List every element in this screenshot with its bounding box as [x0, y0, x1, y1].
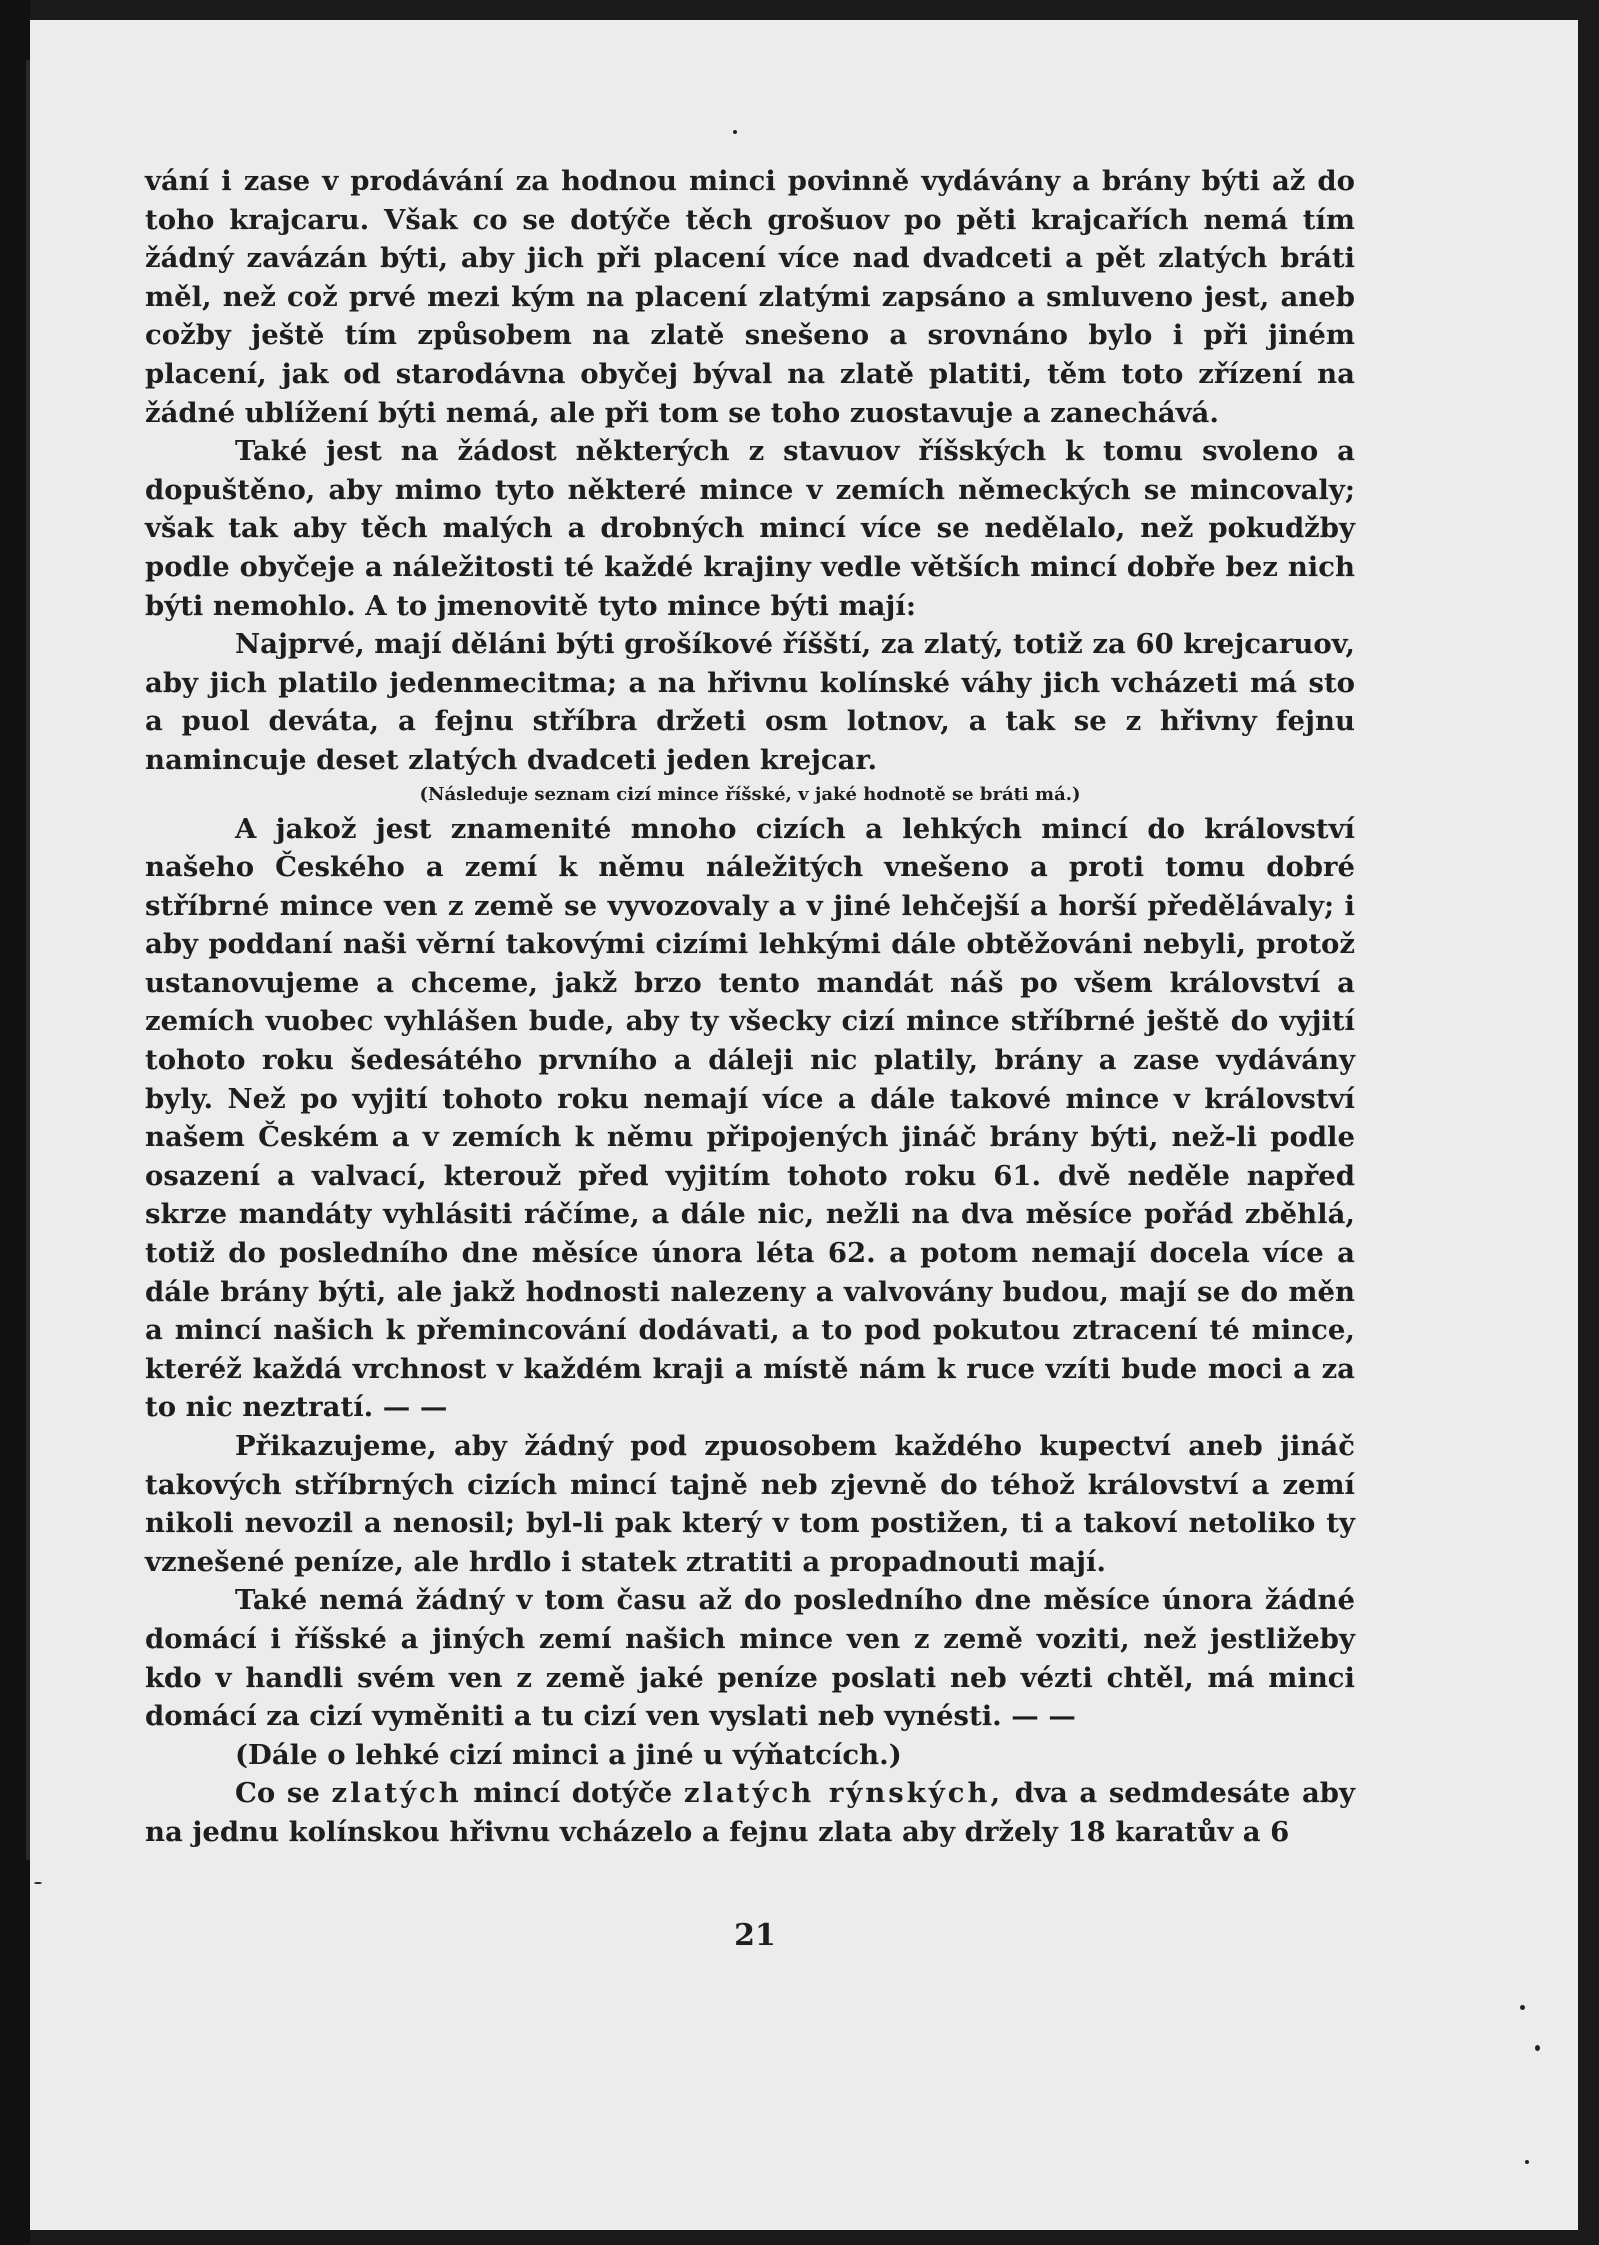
paragraph-2: Také jest na žádost některých z stavuov říšských k tomu svoleno a dopuštěno, aby mimo tyto některé mince v zemích německých se mincovaly; však tak aby těch malých a drobných mincí více se nedělalo, než pokudžby podle obyčeje a náležitosti té každé krajiny vedle větších mincí dobře bez nich býti nemohlo. A to jmenovitě tyto mince býti mají: — [145, 435, 1355, 622]
editorial-note-2: (Dále o lehké cizí minci a jiné u výňatcích.) — [235, 1738, 902, 1771]
speck-right-1 — [1520, 2005, 1525, 2010]
speck-right-2 — [1535, 2045, 1540, 2051]
paragraph-7-end: dva a sedmdesáte aby na jednu kolínskou hřivnu vcházelo a fejnu zlata aby držely 18 karatův a 6 — [145, 1777, 1356, 1848]
paragraph-5: Přikazujeme, aby žádný pod zpuosobem každého kupectví aneb jináč takových stříbrných cizích mincí tajně neb zjevně do téhož království a zemí nikoli nevozil a nenosil; byl-li pak který v tom postižen, ti a takoví netoliko ty vznešené peníze, ale hrdlo i statek ztratiti a propadnouti mají. — [145, 1430, 1355, 1578]
speck-top — [733, 130, 737, 134]
spaced-word-1: zlatých — [331, 1777, 462, 1810]
paragraph-6: Také nemá žádný v tom času až do posledního dne měsíce února žádné domácí i říšské a jiných zemí našich mince ven z země voziti, než jestližeby kdo v handli svém ven z země jaké peníze poslati neb vézti chtěl, má minci domácí za cizí vyměniti a tu cizí ven vyslati neb vynésti. — — — [145, 1584, 1355, 1733]
paragraph-7-middle: mincí dotýče — [473, 1777, 673, 1810]
main-text — [145, 162, 1355, 1852]
paragraph-3: Najprvé, mají děláni býti grošíkové říšští, za zlatý, totiž za 60 krejcaruov, aby jich platilo jedenmecitma; a na hřivnu kolínské váhy jich vcházeti má sto a puol deváta, a fejnu stříbra držeti osm lotnov, a tak se z hřivny fejnu namincuje deset zlatých dvadceti jeden krejcar. — [145, 628, 1355, 776]
paragraph-7 — [145, 1774, 1355, 1851]
speck-margin-left — [34, 1882, 42, 1884]
paragraph-7-start: Co se — [235, 1777, 320, 1810]
editorial-note-1: (Následuje seznam cizí mince říšské, v jaké hodnotě se bráti má.) — [419, 783, 1081, 805]
paragraph-4: A jakož jest znamenité mnoho cizích a lehkých mincí do království našeho Českého a zemí k němu náležitých vnešeno a proti tomu dobré stříbrné mince ven z země se vyvozovaly a v jiné lehčejší a horší předělávaly; i aby poddaní naši věrní takovými cizími lehkými dále obtěžováni nebyli, protož ustanovujeme a chceme, jakž brzo tento mandát náš po všem království a zemích vuobec vyhlášen bude, aby ty všecky cizí mince stříbrné ještě do vyjití tohoto roku šedesátého prvního a dáleji nic platily, brány a zase vydávány byly. Než po vyjití tohoto roku nemají více a dále takové mince v království našem Českém a v zemích k němu připojených jináč brány býti, než-li podle osazení a valvací, kterouž před vyjitím tohoto roku 61. dvě neděle napřed skrze mandáty vyhlásiti ráčíme, a dále nic, nežli na dva měsíce pořád zběhlá, totiž do posledního dne měsíce února léta 62. a potom nemají docela více a dále brány býti, ale jakž hodnosti nalezeny a valvovány budou, mají se do měn a mincí našich k přemincování dodávati, a to pod pokutou ztracení té mince, kteréž každá vrchnost v každém kraji a místě nám k ruce vzíti bude moci a za to nic neztratí. — — — [145, 812, 1355, 1424]
book-spine — [0, 0, 30, 2245]
page-number: 21 — [734, 1918, 776, 1953]
spaced-word-2: zlatých rýnských, — [683, 1777, 1004, 1810]
paragraph-1: vání i zase v prodávání za hodnou minci povinně vydávány a brány býti až do toho krajcaru. Však co se dotýče těch grošuov po pěti krajcařích nemá tím žádný zavázán býti, aby jich při placení více nad dvadceti a pět zlatých bráti měl, než což prvé mezi kým na placení zlatými zapsáno a smluveno jest, aneb cožby ještě tím způsobem na zlatě snešeno a srovnáno bylo i při jiném placení, jak od starodávna obyčej býval na zlatě platiti, těm toto zřízení na žádné ublížení býti nemá, ale při tom se toho zuostavuje a zanechává. — [145, 165, 1355, 429]
speck-right-3 — [1525, 2160, 1529, 2164]
